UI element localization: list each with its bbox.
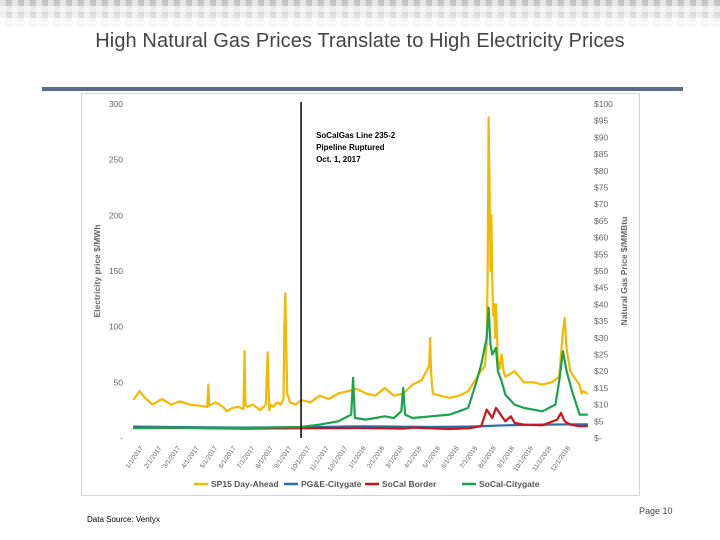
y-tick-label: 300 <box>108 99 123 109</box>
y2-tick-label: $- <box>594 433 602 443</box>
y2-tick-label: $20 <box>594 366 609 377</box>
y-tick-label: 250 <box>108 154 123 165</box>
y-tick-label: 100 <box>108 321 123 332</box>
x-tick-label: 6/1/2018 <box>440 445 461 470</box>
legend-label: PG&E-Citygate <box>301 479 362 489</box>
x-tick-label: 1/1/2017 <box>124 445 145 470</box>
y2-tick-label: $100 <box>594 99 613 109</box>
y2-tick-label: $30 <box>594 332 609 343</box>
legend-layer <box>194 479 540 489</box>
y2-tick-label: $75 <box>594 182 609 193</box>
x-tick-label: 5/1/2018 <box>421 445 442 470</box>
y-tick-label: 150 <box>108 266 123 276</box>
chart-frame <box>81 93 640 496</box>
y2-tick-label: $55 <box>594 249 609 260</box>
annotation-text: Pipeline Ruptured <box>316 143 385 152</box>
x-tick-label: 5/1/2017 <box>198 445 220 470</box>
x-tick-label: 3/1/2018 <box>384 445 405 470</box>
x-tick-label: 11/1/2017 <box>308 445 331 473</box>
x-tick-label: 10/1/2017 <box>289 445 313 473</box>
annotation-text: SoCalGas Line 235-2 <box>316 131 396 140</box>
x-tick-label: 12/1/2017 <box>326 445 350 473</box>
x-tick-label: 9/1/2018 <box>495 445 517 470</box>
y2-tick-label: $15 <box>594 382 609 393</box>
y-tick-label: 50 <box>113 377 123 388</box>
legend-label: SoCal Border <box>382 479 437 489</box>
slide-title: High Natural Gas Prices Translate to High Electricity Prices <box>95 30 625 52</box>
y2-tick-label: $90 <box>594 132 609 143</box>
header-pattern-band <box>0 0 720 30</box>
series-layer <box>134 117 587 429</box>
y-tick-label: 200 <box>108 210 123 221</box>
x-tick-label: 3/1/2017 <box>161 445 183 470</box>
x-tick-label: 12/1/2018 <box>549 445 572 473</box>
x-tick-label: 2/1/2018 <box>366 445 387 470</box>
y-axis-title: Electricity price $/MWh <box>92 224 102 318</box>
x-tick-label: 4/1/2017 <box>180 445 201 470</box>
y2-tick-label: $80 <box>594 165 609 176</box>
y2-tick-label: $40 <box>594 299 609 310</box>
y2-tick-label: $60 <box>594 232 609 243</box>
x-tick-label: 9/1/2017 <box>273 445 294 470</box>
annotation-layer <box>301 102 396 438</box>
chart-svg <box>82 94 641 497</box>
y2-tick-label: $10 <box>594 399 609 410</box>
y2-tick-label: $25 <box>594 349 609 360</box>
y2-axis-title: Natural Gas Price $/MMBtu <box>619 216 629 326</box>
x-tick-label: 1/1/2018 <box>347 445 368 470</box>
title-underline <box>42 87 683 91</box>
y2-tick-label: $5 <box>594 416 604 427</box>
y2-tick-label: $35 <box>594 316 609 327</box>
y2-tick-label: $50 <box>594 266 609 276</box>
x-tick-label: 7/1/2018 <box>458 445 480 470</box>
x-tick-label: 8/1/2017 <box>254 445 275 470</box>
page-number: Page 10 <box>639 506 673 516</box>
y-tick-label: - <box>120 433 123 443</box>
legend-label: SoCal-Citygate <box>479 479 540 489</box>
annotation-text: Oct. 1, 2017 <box>316 155 361 164</box>
y2-tick-label: $65 <box>594 215 609 226</box>
series-line-socal-citygate <box>134 308 587 428</box>
y2-tick-label: $95 <box>594 115 609 126</box>
x-tick-label: 4/1/2018 <box>403 445 424 470</box>
y2-tick-label: $45 <box>594 282 609 293</box>
x-tick-label: 11/1/2018 <box>531 445 554 473</box>
y2-tick-label: $85 <box>594 149 609 160</box>
x-tick-label: 2/1/2017 <box>143 445 164 470</box>
y2-tick-label: $70 <box>594 199 609 210</box>
data-source-note: Data Source: Ventyx <box>87 515 160 524</box>
x-tick-label: 6/1/2017 <box>217 445 238 470</box>
legend-label: SP15 Day-Ahead <box>211 479 279 489</box>
x-tick-label: 10/1/2018 <box>512 445 535 473</box>
x-tick-label: 7/1/2017 <box>236 445 257 470</box>
x-tick-label: 8/1/2018 <box>477 445 498 470</box>
